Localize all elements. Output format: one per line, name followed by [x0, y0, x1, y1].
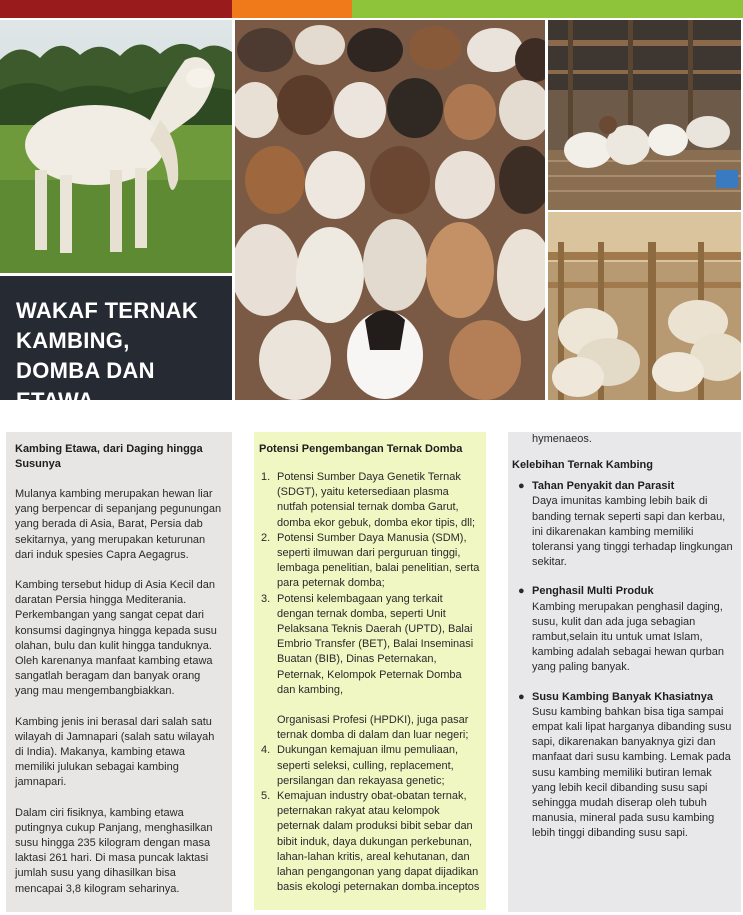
list-number: 1. [261, 471, 271, 483]
list-item [259, 743, 481, 789]
list-item [259, 592, 481, 698]
list-number: 4. [261, 744, 271, 757]
middle-column [254, 432, 486, 910]
list-continuation: Organisasi Profesi (HPDKI), juga pasar ternak domba di dalam dan luar negeri; [277, 714, 469, 742]
bullet-text: Susu kambing bahkan bisa tiga sampai empat kali lipat harganya dibanding susu sapi, dikarenakan banyaknya gizi dan manfaat dari susu kambing. Lemak pada susu kambing memiliki butiran lemak yang lebih kecil dibanding susu sapi sehingga mudah diserap oleh tubuh manusia, mineral pada susu kambing lebih tinggi dibanding susu sapi. [532, 705, 732, 840]
bullet-icon: ● [518, 585, 525, 598]
text-fragment: hymenaeos. [532, 433, 592, 445]
list-text: Potensi Sumber Daya Manusia (SDM), seperti ilmuwan dari perguruan tinggi, lembaga penelitian, balai penelitian, serta para peternak domba; [277, 531, 480, 590]
bullet-text: Daya imunitas kambing lebih baik di banding ternak seperti sapi dan kerbau, ini dikarenakan kambing memiliki toleransi yang tinggi terhadap lingkungan sekitar. [532, 495, 733, 569]
list-text: Potensi Sumber Daya Genetik Ternak (SDGT), yaitu ketersediaan plasma nutfah potensial ternak domba Garut, domba ekor gebuk, domba ekor tipis, dll; [277, 471, 476, 529]
left-paragraph-3: Kambing jenis ini berasal dari salah satu wilayah di Jamnapari (salah satu wilayah di India). Makanya, kambing etawa memiliki julukan sebagai kambing jamnapari. [15, 715, 215, 789]
list-text: Dukungan kemajuan ilmu pemuliaan, seperti seleksi, culling, replacement, persilangan dan rekayasa genetic; [277, 744, 458, 787]
title-box [0, 276, 232, 413]
bullet-heading: Penghasil Multi Produk [532, 585, 654, 598]
right-heading: Kelebihan Ternak Kambing [512, 459, 653, 472]
right-column [508, 432, 741, 912]
bullet-heading: Susu Kambing Banyak Khasiatnya [532, 690, 713, 703]
page-title: WAKAF TERNAK KAMBING, DOMBA DAN ETAWA [16, 298, 199, 413]
left-heading: Kambing Etawa, dari Daging hingga Susunya [15, 443, 203, 470]
strip-green [352, 0, 743, 18]
bullet-icon: ● [518, 480, 525, 493]
goat-herd-photo [235, 20, 545, 400]
list-item [512, 479, 737, 570]
potential-list-continued [259, 743, 481, 895]
list-item [512, 584, 737, 675]
left-paragraph-4: Dalam ciri fisiknya, kambing etawa putingnya cukup Panjang, menghasilkan susu hingga 235 kilogram dengan masa laktasi 261 hari. Di masa puncak laktasi jumlah susu yang dihasilkan bisa mencapai 3,8 kilogram seharinya. [15, 806, 213, 895]
list-item [259, 470, 481, 531]
bullet-text: Kambing merupakan penghasil daging, susu, kulit dan ada juga sebagian rambut,selain itu untuk umat Islam, kambing adalah sebagai hewan qurban yang paling banyak. [532, 600, 725, 674]
list-number: 2. [261, 531, 271, 544]
bullet-heading: Tahan Penyakit dan Parasit [532, 480, 675, 493]
sheep-pen-photo [548, 212, 741, 400]
goat-barn-photo [548, 20, 741, 210]
list-number: 5. [261, 790, 271, 803]
list-item [512, 690, 737, 842]
potential-list [259, 470, 481, 698]
top-color-strip [0, 0, 743, 18]
advantages-list [512, 479, 737, 841]
left-paragraph-2: Kambing tersebut hidup di Asia Kecil dan daratan Persia hingga Mediterania. Perkembangan yang sangat cepat dari konsumsi dagingnya hingga kepada susu olahan, bulu dan kulit hingga tanduknya. Oleh karenanya manfaat kambing etawa sangatlah beragam dan banyak orang yang mau mengembangbiakkan. [15, 579, 217, 698]
left-column [6, 432, 232, 912]
strip-orange [232, 0, 352, 18]
list-text: Potensi kelembagaan yang terkait dengan ternak domba, seperti Unit Pelaksana Teknis Daerah (UPTD), Balai Embrio Transfer (BET), Balai Inseminasi Buatan (BIB), Dinas Peternakan, Peternak, Kelompok Peternak Domba dan kambing, [277, 592, 474, 696]
bullet-icon: ● [518, 690, 525, 703]
list-text: Kemajuan industry obat-obatan ternak, peternakan rakyat atau kelompok peternak dalam produksi bibit sebar dan bibit induk, daya dukungan perkebunan, lahan-lahan kritis, areal kehutanan, dan lahan pengangonan yang dapat dijadikan basis ekologi peternakan domba.inceptos [277, 790, 480, 894]
list-item [259, 531, 481, 592]
strip-red [0, 0, 232, 18]
white-goat-photo [0, 20, 232, 273]
left-paragraph-1: Mulanya kambing merupakan hewan liar yang berpencar di sepanjang pegunungan yang berada di Asia, Barat, Persia dab sekitarnya, yang merupakan keturunan dari induk spesies Capra Aegagrus. [15, 488, 222, 561]
list-item [259, 789, 481, 895]
middle-heading: Potensi Pengembangan Ternak Domba [259, 443, 463, 455]
list-number: 3. [261, 592, 271, 605]
